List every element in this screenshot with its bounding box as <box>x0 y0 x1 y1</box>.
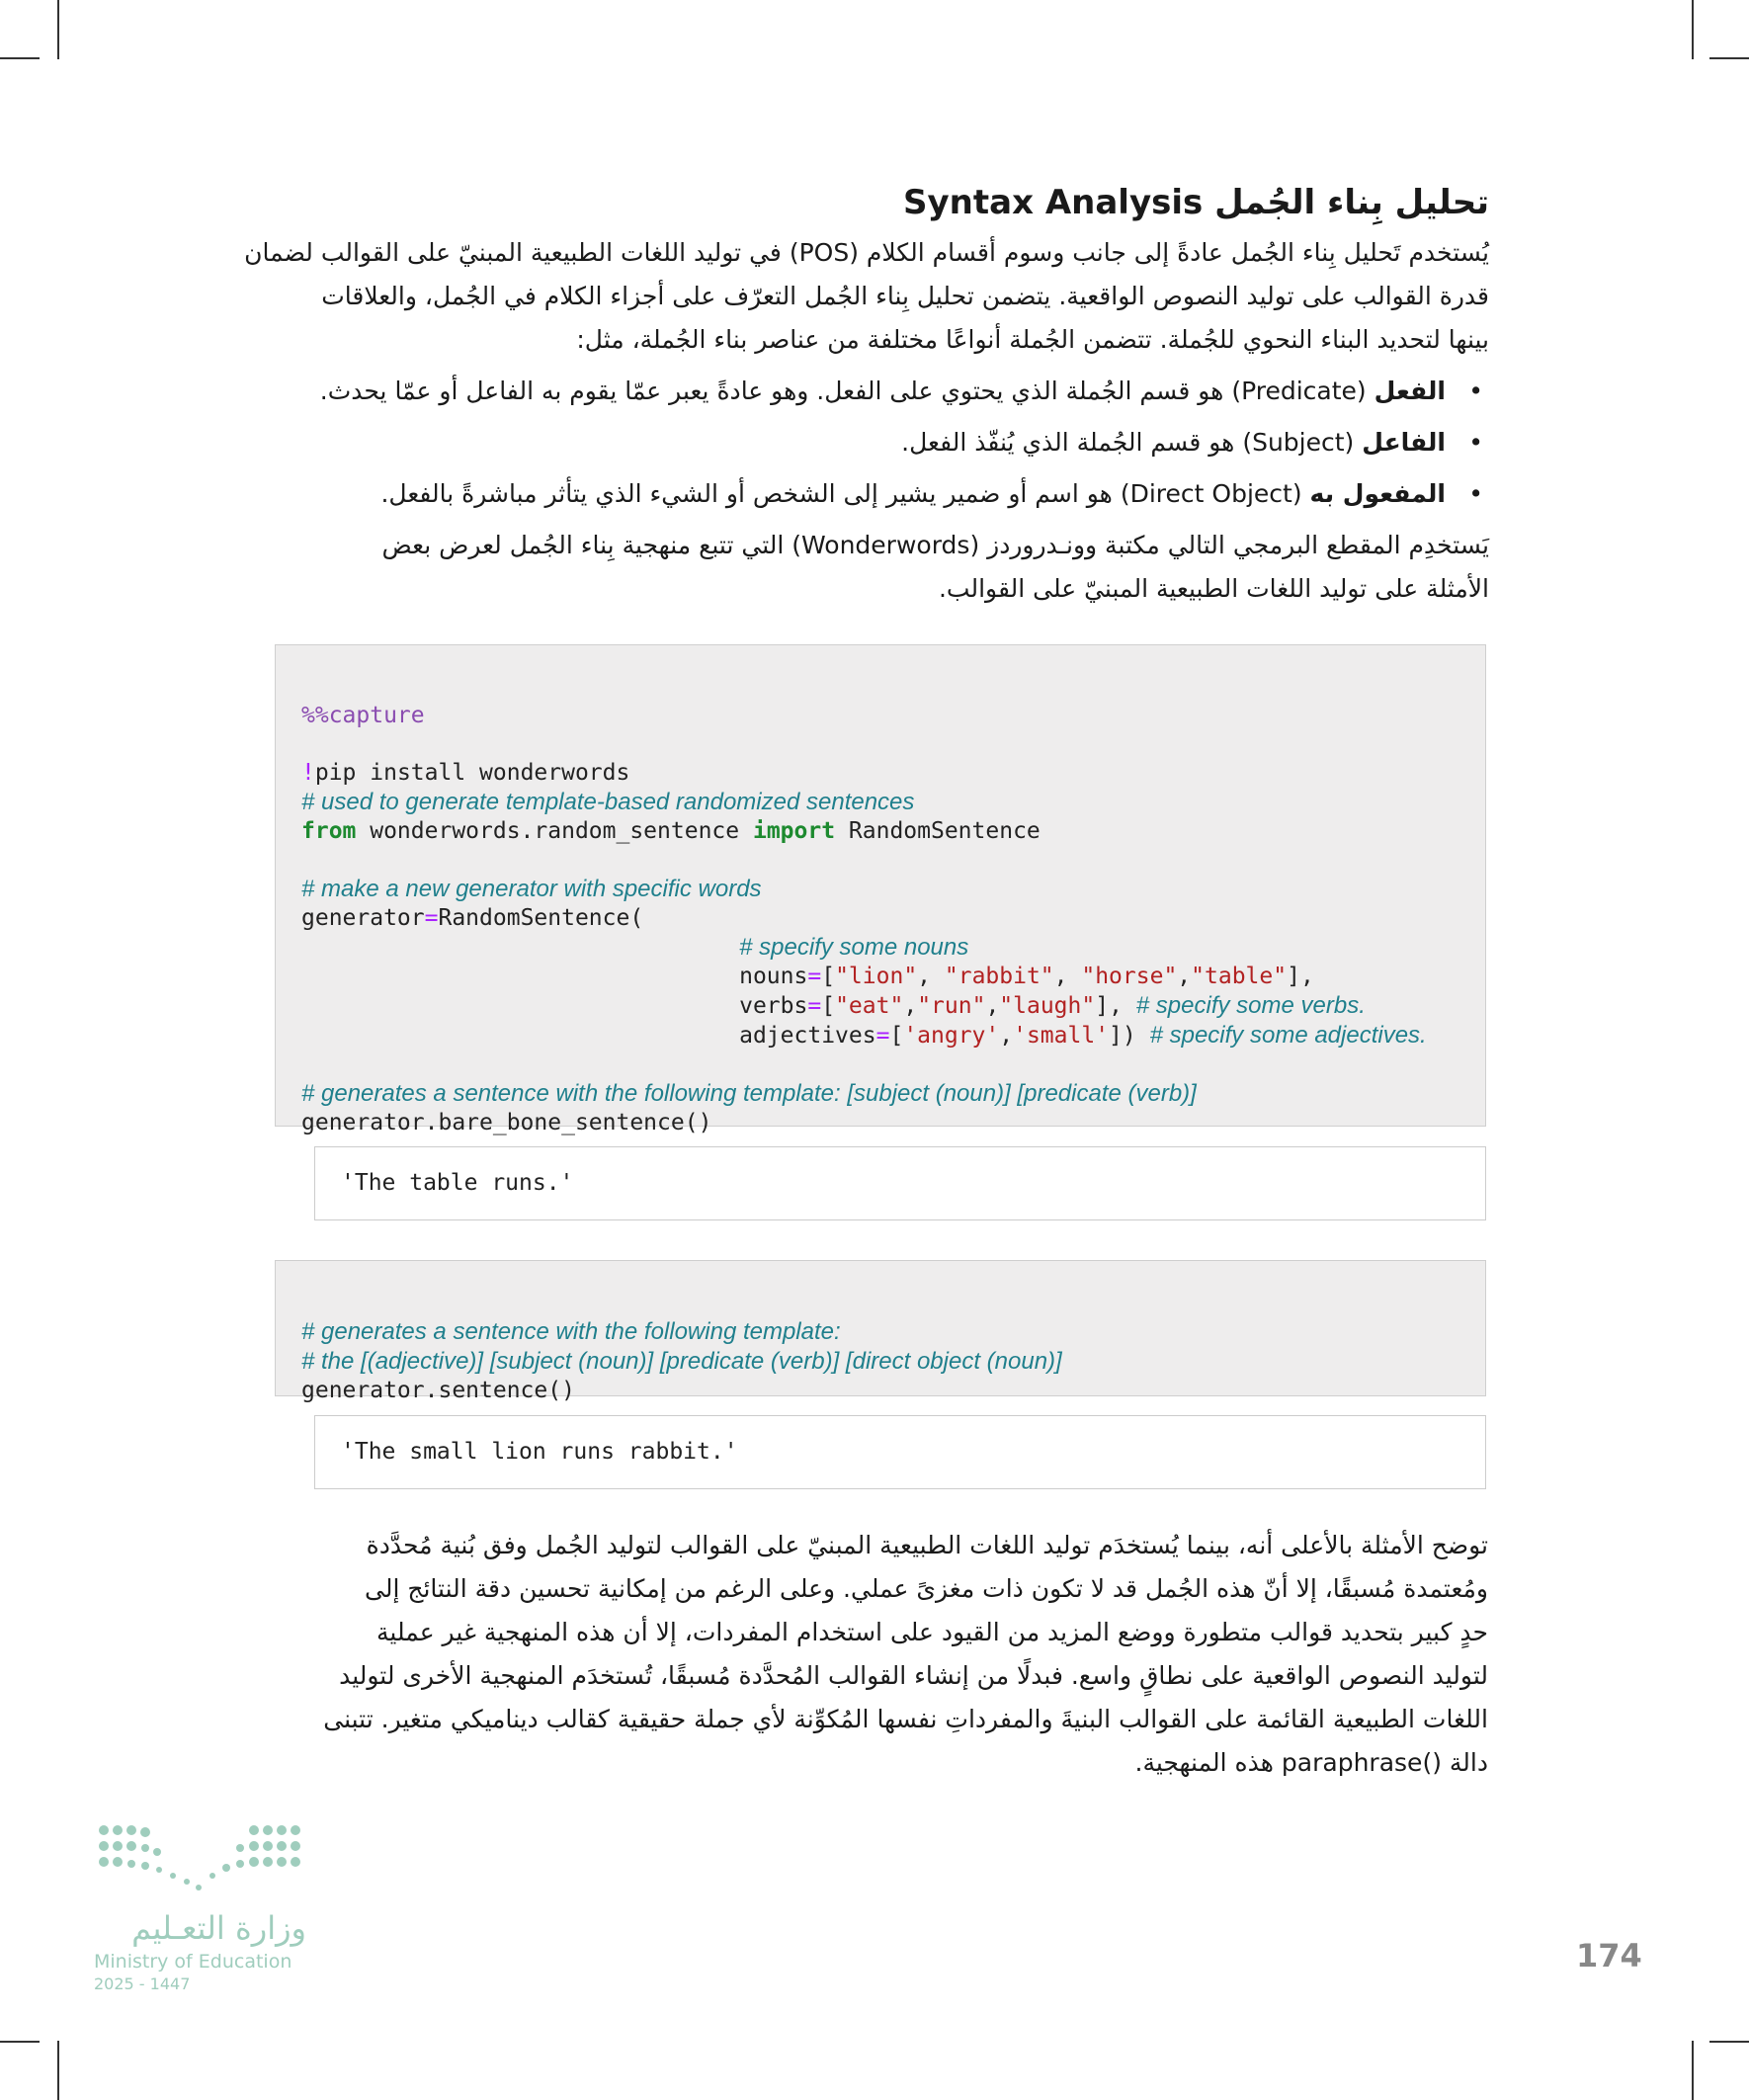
lead-line: يَستخدِم المقطع البرمجي التالي مكتبة وونـدروردز (Wonderwords) التي تتبع منهجية بِناء الجُمل لعرض بعض <box>381 531 1489 559</box>
section-text <box>193 178 1489 611</box>
code-comment: # specify some nouns <box>739 934 969 961</box>
output-cell <box>314 1146 1486 1220</box>
closing-line: لتوليد النصوص الواقعية على نطاقٍ واسع. فبدلًا من إنشاء القوالب المُحدَّدة مُسبقًا، تُستخدَم المنهجية الأخرى لتوليد <box>339 1661 1488 1690</box>
code-comment: # generates a sentence with the following template: <box>301 1318 841 1345</box>
section-title: تحليل بِناء الجُمل Syntax Analysis <box>903 183 1489 222</box>
crop-mark <box>0 57 40 59</box>
edition-year: 2025 - 1447 <box>94 1974 191 1993</box>
crop-mark <box>1709 57 1749 59</box>
closing-line: اللغات الطبيعية القائمة على القوالب البنيةَ والمفرداتِ نفسها المُكوِّنة لأي جملة حقيقية كقالب ديناميكي متغير. تتبنى <box>323 1705 1488 1733</box>
output-text: 'The table runs.' <box>341 1170 574 1196</box>
ministry-name-en: Ministry of Education <box>94 1951 292 1973</box>
ministry-name-ar: وزارة التعـليم <box>131 1909 306 1947</box>
crop-mark <box>0 2041 40 2043</box>
code-comment: # used to generate template-based randomized sentences <box>301 789 915 815</box>
ministry-dots-icon <box>94 1818 311 1897</box>
code-line: adjectives=['angry','small']) # specify some adjectives. <box>739 1022 1427 1049</box>
closing-line: دالة ()paraphrase هذه المنهجية. <box>1134 1748 1488 1777</box>
code-line: generator.bare_bone_sentence() <box>301 1110 712 1135</box>
list-item: • المفعول به (Direct Object) هو اسم أو ضمير يشير إلى الشخص أو الشيء الذي يتأثر مباشرةً بالفعل. <box>380 479 1483 508</box>
closing-line: توضح الأمثلة بالأعلى أنه، بينما يُستخدَم توليد اللغات الطبيعية المبنيّ على القوالب لتوليد الجُمل وفق بُنية مُحدَّدة <box>366 1531 1488 1559</box>
page-number: 174 <box>1576 1937 1642 1974</box>
intro-line: بينها لتحديد البناء النحوي للجُملة. تتضمن الجُملة أنواعًا مختلفة من عناصر بناء الجُملة، مثل: <box>576 325 1489 354</box>
crop-mark <box>57 2041 59 2100</box>
closing-line: ومُعتمدة مُسبقًا، إلا أنّ هذه الجُمل قد لا تكون ذات مغزىً عملي. وعلى الرغم من إمكانية تحسين دقة النتائج إلى <box>364 1574 1488 1603</box>
code-comment: # generates a sentence with the following template: [subject (noun)] [predicate (verb)] <box>301 1080 1197 1107</box>
crop-mark <box>1709 2041 1749 2043</box>
code-cell[interactable] <box>275 644 1486 1135</box>
code-line: %%capture <box>301 703 425 728</box>
code-comment: # the [(adjective)] [subject (noun)] [predicate (verb)] [direct object (noun)] <box>301 1348 1062 1375</box>
code-line: nouns=["lion", "rabbit", "horse","table"], <box>739 964 1314 989</box>
closing-paragraph <box>275 1524 1488 1785</box>
output-text: 'The small lion runs rabbit.' <box>341 1439 738 1465</box>
intro-line: يُستخدم تَحليل بِناء الجُمل عادةً إلى جانب وسوم أقسام الكلام (POS) في توليد اللغات الطبيعية المبنيّ على القوالب لضمان <box>244 238 1489 267</box>
code-line: generator.sentence() <box>301 1378 575 1403</box>
code-comment: # make a new generator with specific words <box>301 876 762 902</box>
code-line: verbs=["eat","run","laugh"], # specify some verbs. <box>739 992 1366 1019</box>
code-line: generator=RandomSentence( <box>301 905 644 931</box>
crop-mark <box>1692 2041 1694 2100</box>
output-cell <box>314 1415 1486 1489</box>
syntax-elements-list <box>193 366 1489 520</box>
code-line: from wonderwords.random_sentence import RandomSentence <box>301 818 1041 844</box>
code-line: !pip install wonderwords <box>301 760 630 786</box>
code-cell[interactable] <box>275 1260 1486 1403</box>
crop-mark <box>1692 0 1694 59</box>
ministry-logo <box>94 1818 321 1993</box>
crop-mark <box>57 0 59 59</box>
list-item: • الفعل (Predicate) هو قسم الجُملة الذي يحتوي على الفعل. وهو عادةً يعبر عمّا يقوم به الفاعل أو عمّا يحدث. <box>319 377 1483 405</box>
closing-line: حدٍ كبير بتحديد قوالب متطورة ووضع المزيد من القيود على استخدام المفردات، إلا أن هذه المنهجية غير عملية <box>376 1618 1488 1646</box>
lead-line: الأمثلة على توليد اللغات الطبيعية المبنيّ على القوالب. <box>938 574 1489 603</box>
list-item: • الفاعل (Subject) هو قسم الجُملة الذي يُنفّذ الفعل. <box>901 428 1483 457</box>
intro-line: قدرة القوالب على توليد النصوص الواقعية. يتضمن تحليل بِناء الجُمل التعرّف على أجزاء الكلام في الجُمل، والعلاقات <box>321 282 1489 310</box>
